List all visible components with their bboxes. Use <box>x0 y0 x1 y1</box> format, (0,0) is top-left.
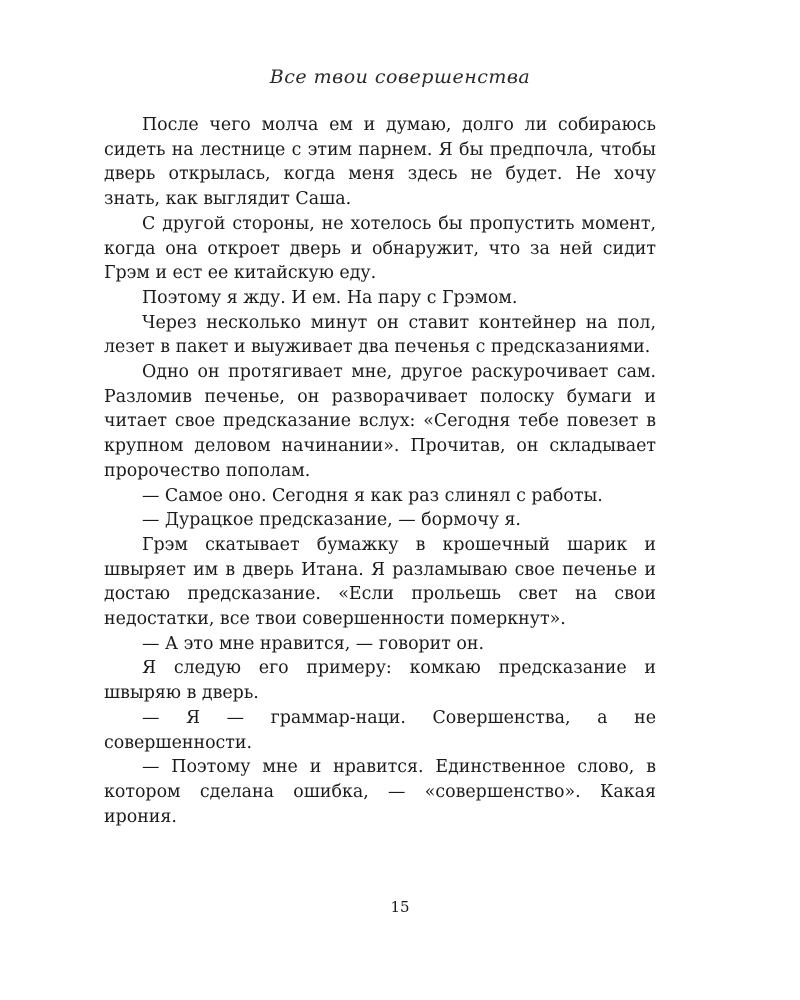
paragraph: — А это мне нравится, — говорит он. <box>142 633 484 654</box>
page-body-text <box>104 113 656 829</box>
paragraph: — Самое оно. Сегодня я как раз слинял с работы. <box>142 485 603 506</box>
paragraph: Грэм скатывает бумажку в крошечный шарик и швыряет им в дверь Итана. Я разламываю свое печенье и достаю предсказание. «Если прольешь свет на свои недостатки, все твои совершенности померкнут». <box>104 534 656 630</box>
paragraph: После чего молча ем и думаю, долго ли собираюсь сидеть на лестнице с этим парнем. Я бы предпочла, чтобы дверь открылась, когда меня здесь не будет. Не хочу знать, как выглядит Саша. <box>104 115 656 210</box>
paragraph: Я следую его примеру: комкаю предсказание и швыряю в дверь. <box>104 658 656 704</box>
paragraph: — Дурацкое предсказание, — бормочу я. <box>142 510 521 531</box>
paragraph: Через несколько минут он ставит контейнер на пол, лезет в пакет и выуживает два печенья с предсказаниями. <box>104 312 656 358</box>
paragraph: — Поэтому мне и нравится. Единственное слово, в котором сделана ошибка, — «совершенство». Какая ирония. <box>104 757 656 827</box>
paragraph: С другой стороны, не хотелось бы пропустить момент, когда она откроет дверь и обнаружит, что за ней сидит Грэм и ест ее китайскую еду. <box>104 213 656 284</box>
paragraph: Поэтому я жду. И ем. На пару с Грэмом. <box>142 287 518 308</box>
paragraph: Одно он протягивает мне, другое раскурочивает сам. Разломив печенье, он разворачивает полоску бумаги и читает свое предсказание вслух: «Сегодня тебе повезет в крупном деловом начинании». Прочитав, он складывает пророчество пополам. <box>104 362 656 481</box>
running-header-title: Все твои совершенства <box>269 66 531 88</box>
page-number: 15 <box>390 898 410 916</box>
paragraph: — Я — граммар-наци. Совершенства, а не совершенности. <box>104 707 656 753</box>
